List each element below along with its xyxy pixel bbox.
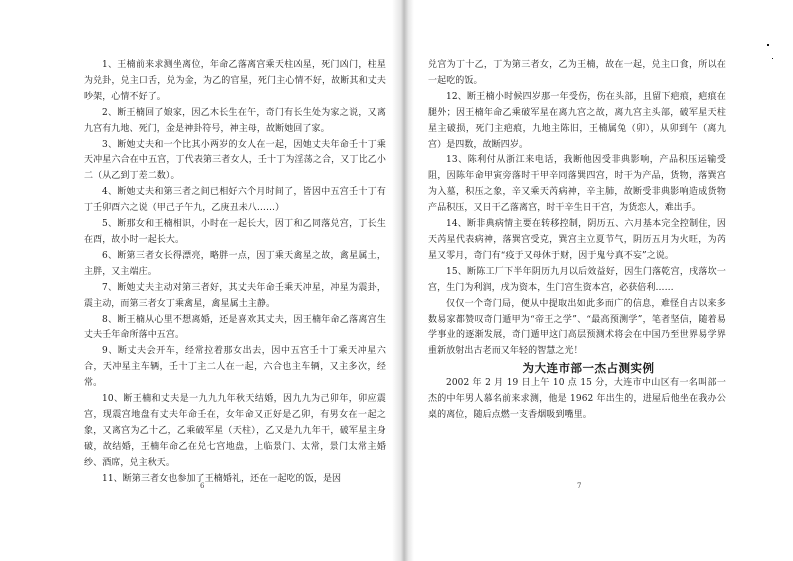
- paragraph: 7、断她丈夫主动对第三者好，其丈夫年命壬乘天冲星，冲星为震卦，震主动，而第三者女丁乘禽星，禽星属土主静。: [84, 282, 386, 309]
- right-page: [428, 58, 726, 500]
- page-number-left: 6: [200, 482, 205, 490]
- paragraph: 13、陈利付从浙江来电话，我断他因受非典影响，产品积压运输受阻，因陈年命甲寅旁落时干甲辛同落巽四宫，时干为产品，货物，落巽宫为入墓，积压之象，辛又乘天芮病神，辛主肺，故断受非典影响造成货物产品积压，又日干乙落离宫，时干辛生日干宫，为货恋人，难出手。: [428, 155, 726, 214]
- paragraph: 5、断那女和王楠相识，小时在一起长大，因丁和乙同落兑宫，丁长生在酉，故小时一起长大。: [84, 219, 386, 245]
- left-page: [84, 58, 386, 500]
- paragraph: 9、断丈夫会开车，经常拉着那女出去，因中五宫壬十丁乘天冲星六合，天冲星主车辆，壬十丁主二人在一起，六合也主车辆，又主多次，经常。: [84, 346, 386, 389]
- page-number-right: 7: [577, 482, 582, 490]
- paragraph: 14、断非典病情主要在转移控制，阴历五、六月基本完全控制住，因天芮星代表病神，落巽宫受克，巽宫主立夏节气，阴历五月为火旺，为芮星又零月，奇门有“疫于又母休于财，因于鬼兮真不妄”之说。: [428, 219, 726, 261]
- paragraph: 2、断王楠回了娘家，因乙木长生在午，奇门有长生处为家之说，又离九宫有九地、死门，金是神卦符号，神主母，故断她回了家。: [84, 107, 386, 134]
- paragraph: 3、断她丈夫和一个比其小两岁的女人在一起，因她丈夫年命壬十丁乘天冲星六合在中五宫，丁代表第三者女人，壬十丁为淫荡之合，又丁比乙小二（从乙到丁差二数）。: [84, 139, 386, 182]
- paragraph: 6、断第三者女长得漂亮，略胖一点，因丁乘天禽星之故，禽星属土，主胖，又主端庄。: [84, 250, 386, 277]
- paragraph: 8、断王楠从心里不想离婚，还是喜欢其丈夫，因王楠年命乙落离宫生丈夫壬年命所落中五宫。: [84, 314, 386, 341]
- scan-mark: [767, 44, 769, 46]
- paragraph: 12、断王楠小时候四岁那一年受伤，伤在头部，且留下疤痕，疤痕在腿外；因王楠年命乙乘破军星在离九宫之故，离九宫主头部，破军星天柱星主破损，死门主疤痕，九地主陈旧，王楠属兔（卯），从卯到午（离九宫）是四数，故断四岁。: [428, 91, 726, 150]
- section-heading: 为大连市部一杰占测实例: [522, 361, 655, 376]
- paragraph: 11、断第三者女也参加了王楠婚礼，还在一起吃的饭，是因: [102, 473, 342, 484]
- paragraph: 15、断陈工厂下半年阴历九月以后效益好，因生门落乾宫，戌落坎一宫，生门为利润，戌为资本，生门宫生资本宫，必获倍利……: [428, 266, 726, 293]
- paragraph: 10、断王楠和丈夫是一九九九年秋天结婚，因九九为己卯年，卯应震宫，现震宫地盘有丈夫年命壬在，女年命又正好是乙卯，有男女在一起之象，又离宫为乙十乙，乙乘破军星（天柱），乙又是九九年干，破军星主身破，故结婚，王楠年命乙在兑七宫地盘，上临景门、太常，景门太常主婚纱、酒席，兑主秋天。: [84, 394, 386, 468]
- paragraph: 4、断她丈夫和第三者之间已相好六个月时间了，皆因中五宫壬十丁有丁壬卯酉六之说（甲己子午九，乙庚丑未八……）: [84, 187, 386, 214]
- scan-mark: [772, 58, 773, 59]
- paragraph: 1、王楠前来求测坐离位，年命乙落离宫乘天柱凶星，死门凶门，柱星为兑卦，兑主口舌，兑为金，为乙的官星，死门主心情不好，故断其和丈夫吵架，心情不好了。: [84, 60, 386, 102]
- book-gutter: [392, 0, 414, 561]
- paragraph: 2002 年 2 月 19 日上午 10 点 15 分，大连市中山区有一名叫部一杰的中年男人慕名前来求测，他是 1962 年出生的，进屋后他坐在我办公桌的离位，随后点燃一支香烟吸到嘴里。: [428, 378, 726, 421]
- paragraph: 仅仅一个奇门局，便从中提取出如此多而广的信息，难怪自古以来多数易家都赞叹奇门遁甲为“帝王之学”、“最高预测学”，笔者坚信，随着易学事业的逐渐发展，奇门遁甲这门高层预测术将会在中国乃至世界易学界重新放射出古老而又年轻的智慧之光！: [428, 298, 726, 357]
- paragraph: 兑宫为丁十乙，丁为第三者女，乙为王楠，故在一起，兑主口食，所以在一起吃的饭。: [428, 60, 726, 86]
